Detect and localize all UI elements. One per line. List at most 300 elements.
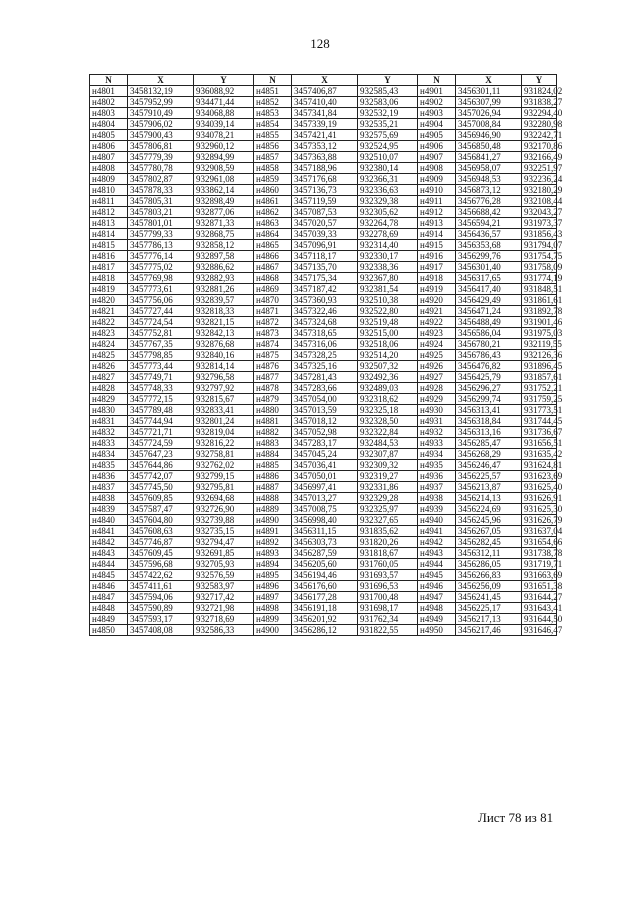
table-cell: 3457799,33 xyxy=(128,229,194,240)
table-cell: н4928 xyxy=(418,383,456,394)
table-cell: н4948 xyxy=(418,603,456,614)
table-cell: 3457187,42 xyxy=(292,284,358,295)
table-cell: н4825 xyxy=(90,350,128,361)
table-cell: н4943 xyxy=(418,548,456,559)
table-cell: н4875 xyxy=(254,350,292,361)
table-cell: н4856 xyxy=(254,141,292,152)
table-cell: н4864 xyxy=(254,229,292,240)
table-cell: н4834 xyxy=(90,449,128,460)
table-row xyxy=(90,515,557,526)
table-cell: 3457952,99 xyxy=(128,97,194,108)
table-cell: н4808 xyxy=(90,163,128,174)
table-cell: н4923 xyxy=(418,328,456,339)
table-cell: н4832 xyxy=(90,427,128,438)
table-cell: н4826 xyxy=(90,361,128,372)
table-cell: 932309,32 xyxy=(358,460,418,471)
table-row xyxy=(90,328,557,339)
table-cell: 3457775,02 xyxy=(128,262,194,273)
table-row xyxy=(90,449,557,460)
column-header: X xyxy=(292,75,358,86)
table-cell: 931625,40 xyxy=(522,482,557,493)
table-cell: н4940 xyxy=(418,515,456,526)
table-cell: н4829 xyxy=(90,394,128,405)
table-cell: н4907 xyxy=(418,152,456,163)
table-cell: н4941 xyxy=(418,526,456,537)
table-cell: н4838 xyxy=(90,493,128,504)
table-cell: 931774,19 xyxy=(522,273,557,284)
table-cell: н4919 xyxy=(418,284,456,295)
table-cell: 3456296,27 xyxy=(456,383,522,394)
table-row xyxy=(90,493,557,504)
table-cell: 3456471,24 xyxy=(456,306,522,317)
table-cell: 932380,14 xyxy=(358,163,418,174)
column-header: Y xyxy=(194,75,254,86)
column-header: X xyxy=(128,75,194,86)
table-cell: 932908,59 xyxy=(194,163,254,174)
table-cell: н4890 xyxy=(254,515,292,526)
table-body xyxy=(90,86,563,636)
table-cell: 3456841,27 xyxy=(456,152,522,163)
table-cell: 931835,62 xyxy=(358,526,418,537)
table-cell: 932801,24 xyxy=(194,416,254,427)
table-cell: 931623,69 xyxy=(522,471,557,482)
table-cell: 932795,81 xyxy=(194,482,254,493)
table-cell: н4898 xyxy=(254,603,292,614)
table-cell: 3457593,17 xyxy=(128,614,194,625)
table-cell: 932718,69 xyxy=(194,614,254,625)
table-cell: н4922 xyxy=(418,317,456,328)
table-cell: 934078,21 xyxy=(194,130,254,141)
table-cell: 931644,50 xyxy=(522,614,557,625)
table-cell: 932794,47 xyxy=(194,537,254,548)
table-cell: 3456313,41 xyxy=(456,405,522,416)
table-cell: 3457013,27 xyxy=(292,493,358,504)
table-cell: 3457769,98 xyxy=(128,273,194,284)
table-cell: 3458132,19 xyxy=(128,86,194,97)
table-cell: 932858,12 xyxy=(194,240,254,251)
table-cell: 3457773,44 xyxy=(128,361,194,372)
table-cell: н4889 xyxy=(254,504,292,515)
table-cell: н4910 xyxy=(418,185,456,196)
table-cell: н4844 xyxy=(90,559,128,570)
table-cell: 931762,34 xyxy=(358,614,418,625)
table-cell: н4896 xyxy=(254,581,292,592)
table-cell: н4945 xyxy=(418,570,456,581)
table-cell: н4821 xyxy=(90,306,128,317)
table-cell: н4851 xyxy=(254,86,292,97)
table-cell: 3457609,85 xyxy=(128,493,194,504)
table-cell: 932043,27 xyxy=(522,207,557,218)
table-row xyxy=(90,394,557,405)
table-cell: 3457786,13 xyxy=(128,240,194,251)
table-cell: 931663,69 xyxy=(522,570,557,581)
table-cell: 932583,06 xyxy=(358,97,418,108)
table-cell: 932739,88 xyxy=(194,515,254,526)
table-cell: н4932 xyxy=(418,427,456,438)
table-cell: 932331,86 xyxy=(358,482,418,493)
table-cell: 3457013,59 xyxy=(292,405,358,416)
table-row xyxy=(90,108,557,119)
table-row xyxy=(90,207,557,218)
table-cell: н4867 xyxy=(254,262,292,273)
table-cell: 934068,88 xyxy=(194,108,254,119)
table-cell: 3457281,43 xyxy=(292,372,358,383)
table-cell: н4815 xyxy=(90,240,128,251)
table-cell: 932815,67 xyxy=(194,394,254,405)
table-cell: 3457036,41 xyxy=(292,460,358,471)
table-cell: 3457746,87 xyxy=(128,537,194,548)
table-cell: 3457026,94 xyxy=(456,108,522,119)
table-cell: 3456225,57 xyxy=(456,471,522,482)
table-cell: 3456317,65 xyxy=(456,273,522,284)
table-cell: н4806 xyxy=(90,141,128,152)
table-cell: н4938 xyxy=(418,493,456,504)
table-cell: 3456997,41 xyxy=(292,482,358,493)
table-cell: 3457594,06 xyxy=(128,592,194,603)
table-cell: 3456194,46 xyxy=(292,570,358,581)
table-cell: 932758,81 xyxy=(194,449,254,460)
table-cell: 3456850,48 xyxy=(456,141,522,152)
table-cell: 3457752,81 xyxy=(128,328,194,339)
table-cell: 932960,12 xyxy=(194,141,254,152)
table-cell: 3457408,08 xyxy=(128,625,194,636)
table-cell: н4906 xyxy=(418,141,456,152)
table-cell: н4897 xyxy=(254,592,292,603)
table-cell: 3457175,34 xyxy=(292,273,358,284)
table-cell: н4827 xyxy=(90,372,128,383)
table-cell: н4817 xyxy=(90,262,128,273)
table-row xyxy=(90,361,557,372)
table-cell: н4944 xyxy=(418,559,456,570)
table-cell: н4802 xyxy=(90,97,128,108)
table-cell: 3456307,99 xyxy=(456,97,522,108)
table-row xyxy=(90,383,557,394)
table-cell: н4811 xyxy=(90,196,128,207)
table-cell: н4869 xyxy=(254,284,292,295)
table-cell: 932881,26 xyxy=(194,284,254,295)
table-cell: н4925 xyxy=(418,350,456,361)
table-cell: 932814,14 xyxy=(194,361,254,372)
table-row xyxy=(90,559,557,570)
table-cell: 3457008,84 xyxy=(456,119,522,130)
table-cell: н4841 xyxy=(90,526,128,537)
table-cell: н4824 xyxy=(90,339,128,350)
table-cell: 3457789,48 xyxy=(128,405,194,416)
table-cell: 3457806,81 xyxy=(128,141,194,152)
table-cell: 932180,29 xyxy=(522,185,557,196)
table-cell: 3457316,06 xyxy=(292,339,358,350)
table-cell: 3456594,21 xyxy=(456,218,522,229)
table-cell: 3457039,33 xyxy=(292,229,358,240)
table-cell: 932583,97 xyxy=(194,581,254,592)
table-cell: н4809 xyxy=(90,174,128,185)
table-cell: н4902 xyxy=(418,97,456,108)
table-cell: н4803 xyxy=(90,108,128,119)
table-cell: н4804 xyxy=(90,119,128,130)
table-cell: 933862,14 xyxy=(194,185,254,196)
table-cell: 3456214,13 xyxy=(456,493,522,504)
table-cell: 931857,61 xyxy=(522,372,557,383)
table-cell: 931901,46 xyxy=(522,317,557,328)
table-cell: 3457339,19 xyxy=(292,119,358,130)
table-cell: н4949 xyxy=(418,614,456,625)
table-cell: н4876 xyxy=(254,361,292,372)
table-cell: н4921 xyxy=(418,306,456,317)
table-cell: 931736,67 xyxy=(522,427,557,438)
table-cell: 3456213,87 xyxy=(456,482,522,493)
table-cell: н4881 xyxy=(254,416,292,427)
table-cell: н4849 xyxy=(90,614,128,625)
table-cell: 932586,33 xyxy=(194,625,254,636)
table-row xyxy=(90,427,557,438)
table-cell: 932170,86 xyxy=(522,141,557,152)
table-cell: н4950 xyxy=(418,625,456,636)
table-cell: 931719,71 xyxy=(522,559,557,570)
table-cell: 3457341,84 xyxy=(292,108,358,119)
table-cell: н4912 xyxy=(418,207,456,218)
table-cell: н4903 xyxy=(418,108,456,119)
table-cell: н4839 xyxy=(90,504,128,515)
table-cell: н4814 xyxy=(90,229,128,240)
table-cell: 931856,43 xyxy=(522,229,557,240)
table-cell: 931626,91 xyxy=(522,493,557,504)
table-row xyxy=(90,262,557,273)
table-cell: 932280,98 xyxy=(522,119,557,130)
table-cell: н4822 xyxy=(90,317,128,328)
table-cell: 931738,78 xyxy=(522,548,557,559)
table-cell: н4858 xyxy=(254,163,292,174)
table-cell: 3456958,07 xyxy=(456,163,522,174)
table-cell: 931637,04 xyxy=(522,526,557,537)
table-cell: 3457054,00 xyxy=(292,394,358,405)
table-cell: 3456429,49 xyxy=(456,295,522,306)
table-cell: 932819,04 xyxy=(194,427,254,438)
column-header: X xyxy=(456,75,522,86)
table-cell: н4870 xyxy=(254,295,292,306)
table-cell: 3457609,45 xyxy=(128,548,194,559)
table-cell: н4904 xyxy=(418,119,456,130)
table-cell: 3457724,54 xyxy=(128,317,194,328)
table-cell: н4807 xyxy=(90,152,128,163)
table-row xyxy=(90,625,557,636)
table-cell: 931848,51 xyxy=(522,284,557,295)
table-cell: 932897,58 xyxy=(194,251,254,262)
table-cell: 3457749,71 xyxy=(128,372,194,383)
table-cell: 3456313,16 xyxy=(456,427,522,438)
table-cell: 3457780,78 xyxy=(128,163,194,174)
table-cell: 3456946,90 xyxy=(456,130,522,141)
table-row xyxy=(90,273,557,284)
table-cell: 932126,36 xyxy=(522,350,557,361)
table-cell: 3456488,49 xyxy=(456,317,522,328)
table-cell: 3457052,98 xyxy=(292,427,358,438)
table-cell: 932519,48 xyxy=(358,317,418,328)
table-row xyxy=(90,350,557,361)
table-row xyxy=(90,284,557,295)
table-cell: 3457590,89 xyxy=(128,603,194,614)
table-cell: н4857 xyxy=(254,152,292,163)
table-cell: 932119,55 xyxy=(522,339,557,350)
table-cell: 932489,03 xyxy=(358,383,418,394)
table-cell: н4855 xyxy=(254,130,292,141)
table-cell: 3457136,73 xyxy=(292,185,358,196)
table-cell: н4818 xyxy=(90,273,128,284)
table-cell: 3457805,31 xyxy=(128,196,194,207)
table-cell: 3456286,05 xyxy=(456,559,522,570)
table-cell: 932694,68 xyxy=(194,493,254,504)
table-cell: 932717,42 xyxy=(194,592,254,603)
table-row xyxy=(90,405,557,416)
table-cell: н4828 xyxy=(90,383,128,394)
table-cell: 3456780,21 xyxy=(456,339,522,350)
table-cell: 3457798,85 xyxy=(128,350,194,361)
table-row xyxy=(90,97,557,108)
table-cell: 932366,31 xyxy=(358,174,418,185)
table-row xyxy=(90,526,557,537)
table-cell: 932898,49 xyxy=(194,196,254,207)
table-cell: 932330,17 xyxy=(358,251,418,262)
table-row xyxy=(90,163,557,174)
table-cell: н4939 xyxy=(418,504,456,515)
table-cell: н4935 xyxy=(418,460,456,471)
table-cell: н4813 xyxy=(90,218,128,229)
table-cell: 932251,97 xyxy=(522,163,557,174)
table-cell: 3457608,63 xyxy=(128,526,194,537)
table-cell: н4837 xyxy=(90,482,128,493)
table-cell: 3456998,40 xyxy=(292,515,358,526)
table-cell: 3456245,96 xyxy=(456,515,522,526)
table-cell: 932336,63 xyxy=(358,185,418,196)
column-header: Y xyxy=(522,75,557,86)
table-cell: 932585,43 xyxy=(358,86,418,97)
table-cell: 932307,87 xyxy=(358,449,418,460)
table-cell: 3457756,06 xyxy=(128,295,194,306)
table-row xyxy=(90,460,557,471)
table-cell: 3457050,01 xyxy=(292,471,358,482)
table-cell: 931644,27 xyxy=(522,592,557,603)
table-row xyxy=(90,581,557,592)
table-row xyxy=(90,152,557,163)
table-row xyxy=(90,196,557,207)
table-cell: 3456948,53 xyxy=(456,174,522,185)
table-cell: 3456417,40 xyxy=(456,284,522,295)
table-cell: 3456476,82 xyxy=(456,361,522,372)
table-cell: 932721,98 xyxy=(194,603,254,614)
table-cell: н4908 xyxy=(418,163,456,174)
table-cell: н4859 xyxy=(254,174,292,185)
table-cell: 931625,30 xyxy=(522,504,557,515)
table-cell: 932726,90 xyxy=(194,504,254,515)
table-cell: 932108,44 xyxy=(522,196,557,207)
table-cell: н4920 xyxy=(418,295,456,306)
table-cell: 3456177,28 xyxy=(292,592,358,603)
table-cell: н4933 xyxy=(418,438,456,449)
table-cell: н4936 xyxy=(418,471,456,482)
table-cell: н4894 xyxy=(254,559,292,570)
table-cell: н4911 xyxy=(418,196,456,207)
table-cell: н4833 xyxy=(90,438,128,449)
table-cell: 932318,62 xyxy=(358,394,418,405)
table-row xyxy=(90,119,557,130)
table-cell: 932507,32 xyxy=(358,361,418,372)
table-row xyxy=(90,229,557,240)
table-cell: н4884 xyxy=(254,449,292,460)
table-cell: 932821,15 xyxy=(194,317,254,328)
table-cell: 3457803,21 xyxy=(128,207,194,218)
table-row xyxy=(90,174,557,185)
table-cell: н4823 xyxy=(90,328,128,339)
table-cell: 3456205,60 xyxy=(292,559,358,570)
table-cell: н4852 xyxy=(254,97,292,108)
table-cell: 3456425,79 xyxy=(456,372,522,383)
table-cell: 932484,53 xyxy=(358,438,418,449)
table-cell: 3456303,73 xyxy=(292,537,358,548)
table-cell: 3456176,60 xyxy=(292,581,358,592)
table-cell: 932518,06 xyxy=(358,339,418,350)
table-cell: н4874 xyxy=(254,339,292,350)
table-cell: 3456282,45 xyxy=(456,537,522,548)
table-row xyxy=(90,372,557,383)
table-cell: 3457018,12 xyxy=(292,416,358,427)
table-cell: 3456586,04 xyxy=(456,328,522,339)
table-cell: 932319,27 xyxy=(358,471,418,482)
table-cell: 932367,80 xyxy=(358,273,418,284)
table-cell: н4891 xyxy=(254,526,292,537)
table-cell: 3457779,39 xyxy=(128,152,194,163)
table-cell: 932522,80 xyxy=(358,306,418,317)
table-cell: 3456201,92 xyxy=(292,614,358,625)
table-cell: 3457353,12 xyxy=(292,141,358,152)
table-cell: 3457744,94 xyxy=(128,416,194,427)
table-cell: н4929 xyxy=(418,394,456,405)
table-cell: 3457724,59 xyxy=(128,438,194,449)
table-cell: 931861,61 xyxy=(522,295,557,306)
table-cell: 3457767,35 xyxy=(128,339,194,350)
table-cell: 931744,45 xyxy=(522,416,557,427)
table-cell: 3457587,47 xyxy=(128,504,194,515)
table-row xyxy=(90,240,557,251)
table-cell: 931646,47 xyxy=(522,625,557,636)
table-cell: 3457773,61 xyxy=(128,284,194,295)
table-cell: н4842 xyxy=(90,537,128,548)
table-cell: 932871,33 xyxy=(194,218,254,229)
table-cell: 932325,97 xyxy=(358,504,418,515)
table-header-row xyxy=(90,75,557,86)
column-header: N xyxy=(254,75,292,86)
table-cell: н4914 xyxy=(418,229,456,240)
table-cell: 932515,00 xyxy=(358,328,418,339)
table-cell: н4946 xyxy=(418,581,456,592)
table-cell: 3456241,45 xyxy=(456,592,522,603)
table-cell: 936088,92 xyxy=(194,86,254,97)
table-cell: 3456786,43 xyxy=(456,350,522,361)
table-cell: 3457878,33 xyxy=(128,185,194,196)
table-cell: н4853 xyxy=(254,108,292,119)
table-cell: 931760,05 xyxy=(358,559,418,570)
table-cell: н4871 xyxy=(254,306,292,317)
table-cell: 932514,20 xyxy=(358,350,418,361)
table-cell: 931693,57 xyxy=(358,570,418,581)
table-cell: 3457318,65 xyxy=(292,328,358,339)
table-cell: 3457363,88 xyxy=(292,152,358,163)
table-cell: 3457596,68 xyxy=(128,559,194,570)
table-cell: 3457135,70 xyxy=(292,262,358,273)
table-cell: 932510,07 xyxy=(358,152,418,163)
table-cell: н4892 xyxy=(254,537,292,548)
table-cell: 932327,65 xyxy=(358,515,418,526)
table-cell: 3456287,59 xyxy=(292,548,358,559)
table-cell: н4895 xyxy=(254,570,292,581)
